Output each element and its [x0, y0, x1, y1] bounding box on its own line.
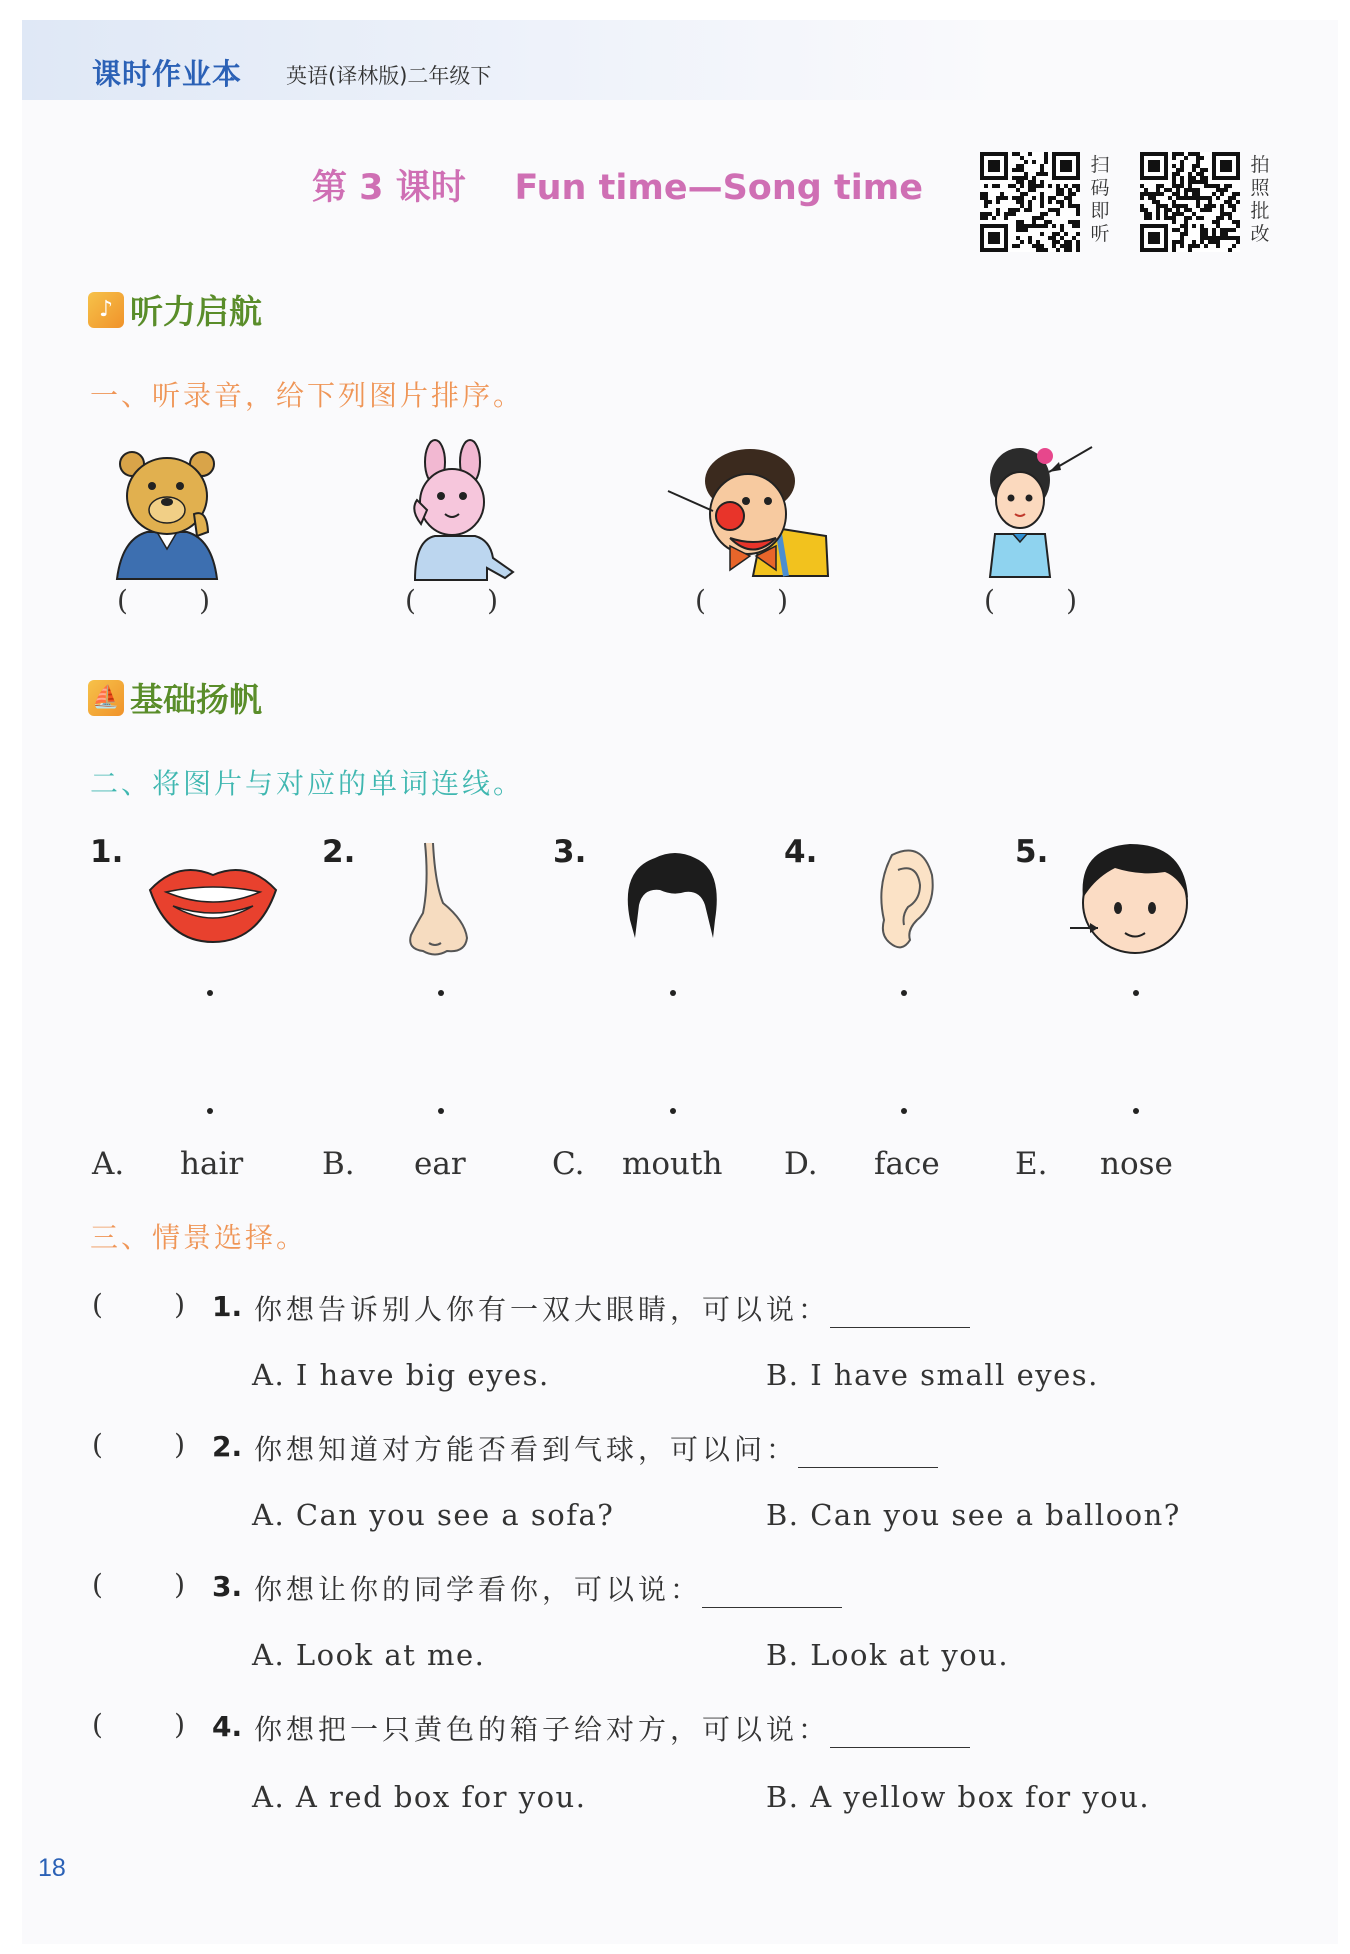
choice-letter-c: C.	[552, 1146, 585, 1182]
ear-picture	[872, 845, 937, 950]
qr-photo-label: 拍照批改	[1250, 154, 1270, 245]
answer-blank-1[interactable]	[830, 1301, 970, 1328]
bear-picture	[112, 444, 222, 579]
question-number-2: 2.	[212, 1430, 243, 1463]
choice-letter-a: A.	[92, 1146, 125, 1182]
qr-code-check[interactable]	[1140, 152, 1240, 252]
clown-picture	[668, 446, 828, 576]
answer-blank-3[interactable]	[702, 1581, 842, 1608]
question-number-1: 1.	[212, 1290, 243, 1323]
face-picture	[1070, 838, 1195, 958]
match-number-4: 4.	[784, 834, 818, 870]
choice-word-mouth: mouth	[622, 1146, 723, 1182]
section-basic-label: 基础扬帆	[130, 680, 262, 719]
order-paren-1[interactable]: ( )	[117, 584, 211, 617]
match-number-1: 1.	[90, 834, 124, 870]
qr-code-listen[interactable]	[980, 152, 1080, 252]
section-listen-label: 听力启航	[130, 292, 262, 331]
question-number-3: 3.	[212, 1570, 243, 1603]
match-dot-bottom-d[interactable]	[901, 1108, 907, 1114]
answer-paren-3[interactable]: ( )	[92, 1568, 186, 1601]
option-b-1[interactable]: B. I have small eyes.	[766, 1358, 1099, 1392]
series-title: 课时作业本	[92, 57, 243, 91]
match-dot-bottom-b[interactable]	[438, 1108, 444, 1114]
order-paren-4[interactable]: ( )	[984, 584, 1078, 617]
question-row-1	[254, 1288, 970, 1328]
order-paren-2[interactable]: ( )	[405, 584, 499, 617]
question-row-3	[254, 1568, 842, 1608]
match-dot-top-1[interactable]	[207, 990, 213, 996]
answer-paren-2[interactable]: ( )	[92, 1428, 186, 1461]
match-dot-bottom-e[interactable]	[1133, 1108, 1139, 1114]
answer-blank-4[interactable]	[830, 1721, 970, 1748]
option-a-3[interactable]: A. Look at me.	[252, 1638, 486, 1672]
question-text-1: 你想告诉别人你有一双大眼睛，可以说：	[254, 1293, 831, 1326]
nose-picture	[405, 843, 475, 958]
choice-letter-d: D.	[784, 1146, 818, 1182]
section-basic-heading	[88, 674, 262, 721]
option-b-3[interactable]: B. Look at you.	[766, 1638, 1010, 1672]
match-dot-top-3[interactable]	[670, 990, 676, 996]
hair-picture	[625, 850, 720, 938]
girl-picture	[985, 442, 1095, 577]
lesson-title: 第 3 课时 Fun time—Song time	[312, 168, 923, 208]
choice-word-ear: ear	[414, 1146, 466, 1182]
match-dot-bottom-a[interactable]	[207, 1108, 213, 1114]
option-b-2[interactable]: B. Can you see a balloon?	[766, 1498, 1181, 1532]
match-number-2: 2.	[322, 834, 356, 870]
part1-title: 一、听录音，给下列图片排序。	[90, 379, 525, 412]
match-dot-top-2[interactable]	[438, 990, 444, 996]
page-number: 18	[38, 1854, 66, 1882]
option-a-4[interactable]: A. A red box for you.	[252, 1780, 587, 1814]
question-row-4	[254, 1708, 970, 1748]
order-paren-3[interactable]: ( )	[695, 584, 789, 617]
choice-letter-e: E.	[1015, 1146, 1048, 1182]
option-a-1[interactable]: A. I have big eyes.	[252, 1358, 550, 1392]
answer-blank-2[interactable]	[798, 1441, 938, 1468]
qr-scan-label: 扫码即听	[1090, 154, 1110, 245]
answer-paren-4[interactable]: ( )	[92, 1708, 186, 1741]
option-b-4[interactable]: B. A yellow box for you.	[766, 1780, 1151, 1814]
option-a-2[interactable]: A. Can you see a sofa?	[252, 1498, 615, 1532]
question-text-2: 你想知道对方能否看到气球，可以问：	[254, 1433, 799, 1466]
rabbit-picture	[405, 440, 520, 580]
mouth-picture	[148, 860, 278, 945]
answer-paren-1[interactable]: ( )	[92, 1288, 186, 1321]
music-note-icon: ♪	[88, 292, 124, 328]
question-text-4: 你想把一只黄色的箱子给对方，可以说：	[254, 1713, 831, 1746]
sail-icon: ⛵	[88, 680, 124, 716]
part2-title: 二、将图片与对应的单词连线。	[90, 767, 525, 800]
match-dot-top-4[interactable]	[901, 990, 907, 996]
match-number-3: 3.	[553, 834, 587, 870]
book-title: 英语(译林版)二年级下	[286, 64, 492, 88]
choice-letter-b: B.	[322, 1146, 355, 1182]
question-row-2	[254, 1428, 938, 1468]
question-number-4: 4.	[212, 1710, 243, 1743]
section-listen-heading	[88, 286, 262, 333]
choice-word-hair: hair	[180, 1146, 244, 1182]
choice-word-nose: nose	[1100, 1146, 1173, 1182]
question-text-3: 你想让你的同学看你，可以说：	[254, 1573, 703, 1606]
match-number-5: 5.	[1015, 834, 1049, 870]
part3-title: 三、情景选择。	[90, 1221, 308, 1254]
choice-word-face: face	[874, 1146, 940, 1182]
match-dot-top-5[interactable]	[1133, 990, 1139, 996]
match-dot-bottom-c[interactable]	[670, 1108, 676, 1114]
